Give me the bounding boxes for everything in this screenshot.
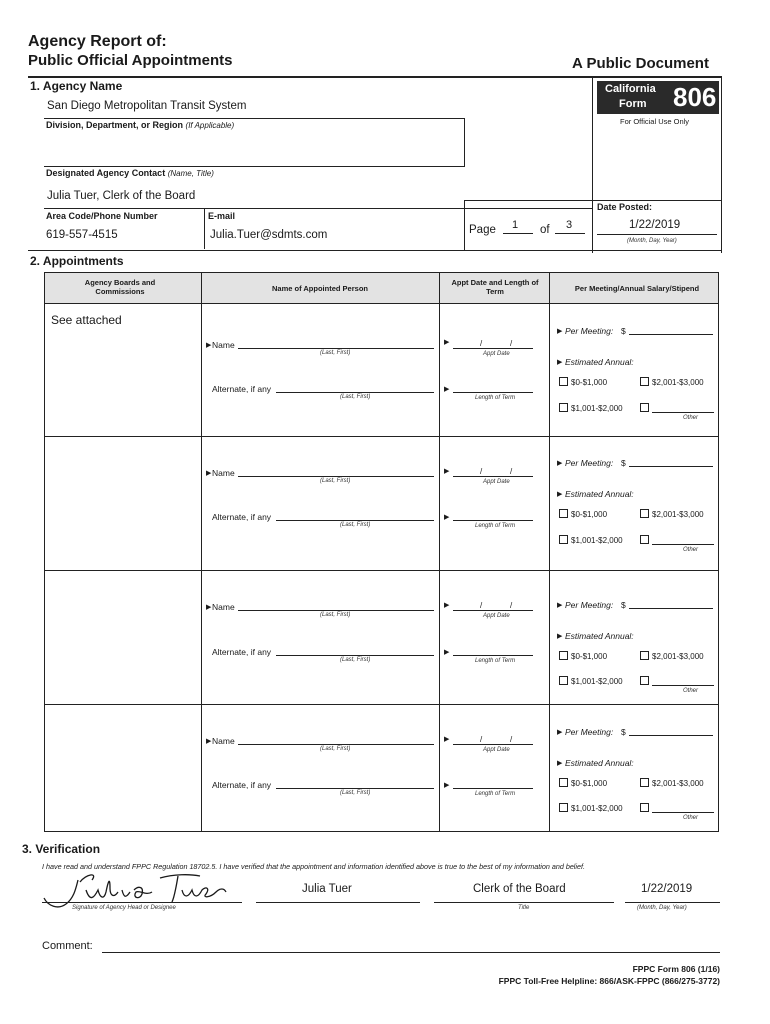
col-header-name: Name of Appointed Person bbox=[272, 284, 368, 293]
last-first-caption-alt: (Last, First) bbox=[340, 657, 371, 663]
alternate-label: Alternate, if any bbox=[212, 647, 272, 657]
alternate-line[interactable] bbox=[276, 392, 434, 393]
opt-1001-2000-label: $1,001-$2,000 bbox=[571, 404, 623, 413]
last-first-caption-alt: (Last, First) bbox=[340, 790, 371, 796]
checkbox-0-1000[interactable] bbox=[559, 778, 568, 787]
arrow-icon: ▶ bbox=[444, 602, 450, 609]
frame-right-divider bbox=[592, 77, 593, 253]
arrow-icon: ▶ bbox=[444, 468, 450, 475]
checkbox-other[interactable] bbox=[640, 676, 649, 685]
contact-value: Julia Tuer, Clerk of the Board bbox=[47, 190, 196, 202]
alternate-label: Alternate, if any bbox=[212, 780, 272, 790]
arrow-icon: ▶ bbox=[557, 633, 563, 640]
last-first-caption: (Last, First) bbox=[320, 612, 351, 618]
est-annual-label: Estimated Annual: bbox=[565, 489, 634, 499]
phone-email-divider bbox=[204, 209, 205, 249]
arrow-icon: ▶ bbox=[557, 460, 563, 467]
date-value: 1/22/2019 bbox=[641, 883, 693, 895]
checkbox-1001-2000[interactable] bbox=[559, 535, 568, 544]
appt-date-caption: Appt Date bbox=[483, 479, 510, 485]
arrow-icon: ▶ bbox=[444, 339, 450, 346]
phone-value: 619-557-4515 bbox=[46, 229, 118, 241]
per-meeting-line[interactable] bbox=[629, 735, 713, 736]
checkbox-1001-2000[interactable] bbox=[559, 676, 568, 685]
frame-top bbox=[28, 76, 722, 78]
checkbox-2001-3000[interactable] bbox=[640, 509, 649, 518]
other-caption: Other bbox=[683, 415, 699, 421]
arrow-icon: ▶ bbox=[444, 649, 450, 656]
date-line[interactable] bbox=[625, 902, 720, 903]
date-posted-label: Date Posted: bbox=[597, 202, 653, 212]
arrow-icon: ▶ bbox=[206, 342, 212, 349]
arrow-icon: ▶ bbox=[557, 760, 563, 767]
contact-field bbox=[46, 168, 214, 178]
title-line-1: Agency Report of: bbox=[28, 33, 167, 50]
dollar-sign: $ bbox=[621, 458, 626, 468]
division-note: (If Applicable) bbox=[185, 121, 235, 130]
name-label: Name bbox=[212, 468, 235, 478]
appt-date-line[interactable] bbox=[453, 348, 533, 349]
table-bottom bbox=[44, 831, 719, 832]
appt-date-caption: Appt Date bbox=[483, 747, 510, 753]
name-label: Name bbox=[212, 340, 235, 350]
opt-2001-3000-label: $2,001-$3,000 bbox=[652, 378, 704, 387]
phone-label: Area Code/Phone Number bbox=[46, 211, 158, 221]
last-first-caption-alt: (Last, First) bbox=[340, 522, 371, 528]
checkbox-1001-2000[interactable] bbox=[559, 403, 568, 412]
agency-name-underline bbox=[44, 118, 464, 119]
est-annual-label: Estimated Annual: bbox=[565, 631, 634, 641]
public-document-label: A Public Document bbox=[572, 55, 709, 72]
per-meeting-label: Per Meeting: bbox=[565, 326, 614, 336]
other-line[interactable] bbox=[652, 685, 714, 686]
signature-line[interactable] bbox=[42, 902, 242, 903]
see-attached-text: See attached bbox=[51, 313, 122, 327]
per-meeting-label: Per Meeting: bbox=[565, 727, 614, 737]
appointment-row bbox=[0, 304, 770, 436]
appointment-row bbox=[0, 570, 770, 704]
other-caption: Other bbox=[683, 688, 699, 694]
opt-0-1000-label: $0-$1,000 bbox=[571, 652, 608, 661]
page-box-top bbox=[464, 200, 592, 201]
opt-0-1000-label: $0-$1,000 bbox=[571, 378, 608, 387]
opt-2001-3000-label: $2,001-$3,000 bbox=[652, 779, 704, 788]
date-slash: / bbox=[480, 601, 483, 610]
badge-state: California bbox=[605, 83, 656, 95]
division-box-right bbox=[464, 118, 465, 166]
division-field bbox=[46, 120, 234, 130]
date-slash: / bbox=[510, 601, 513, 610]
title-caption: Title bbox=[518, 905, 530, 911]
checkbox-2001-3000[interactable] bbox=[640, 377, 649, 386]
appointment-row bbox=[0, 436, 770, 570]
other-caption: Other bbox=[683, 547, 699, 553]
arrow-icon: ▶ bbox=[206, 470, 212, 477]
section1-heading: 1. Agency Name bbox=[30, 79, 123, 93]
per-meeting-line[interactable] bbox=[629, 466, 713, 467]
page-label: Page bbox=[469, 224, 496, 236]
title-value: Clerk of the Board bbox=[473, 883, 566, 895]
arrow-icon: ▶ bbox=[206, 604, 212, 611]
alternate-label: Alternate, if any bbox=[212, 384, 272, 394]
arrow-icon: ▶ bbox=[557, 491, 563, 498]
contact-note: (Name, Title) bbox=[167, 169, 214, 178]
official-use-label: For Official Use Only bbox=[620, 117, 690, 126]
dollar-sign: $ bbox=[621, 600, 626, 610]
alternate-line[interactable] bbox=[276, 520, 434, 521]
arrow-icon: ▶ bbox=[557, 328, 563, 335]
date-slash: / bbox=[510, 735, 513, 744]
page-number-line bbox=[503, 233, 533, 234]
helpline: FPPC Toll-Free Helpline: 866/ASK-FPPC (866/275-3772) bbox=[498, 976, 720, 986]
arrow-icon: ▶ bbox=[206, 738, 212, 745]
date-slash: / bbox=[480, 339, 483, 348]
section1-bottom-line bbox=[28, 250, 722, 251]
opt-2001-3000-label: $2,001-$3,000 bbox=[652, 652, 704, 661]
comment-line[interactable] bbox=[102, 952, 720, 953]
form-id: FPPC Form 806 (1/16) bbox=[632, 964, 720, 974]
date-caption: (Month, Day, Year) bbox=[637, 905, 687, 911]
page-total-line bbox=[555, 233, 585, 234]
signature-caption: Signature of Agency Head or Designee bbox=[72, 905, 176, 911]
term-length-caption: Length of Term bbox=[475, 791, 516, 797]
name-line[interactable] bbox=[238, 476, 434, 477]
contact-underline bbox=[44, 208, 592, 209]
last-first-caption-alt: (Last, First) bbox=[340, 394, 371, 400]
page-number: 1 bbox=[512, 219, 519, 231]
page-box-left bbox=[464, 200, 465, 250]
term-length-line[interactable] bbox=[453, 655, 533, 656]
other-line[interactable] bbox=[652, 544, 714, 545]
name-label: Name bbox=[212, 736, 235, 746]
per-meeting-line[interactable] bbox=[629, 608, 713, 609]
checkbox-1001-2000[interactable] bbox=[559, 803, 568, 812]
date-posted-value: 1/22/2019 bbox=[629, 219, 681, 231]
last-first-caption: (Last, First) bbox=[320, 478, 351, 484]
title-line[interactable] bbox=[434, 902, 614, 903]
of-label: of bbox=[540, 224, 550, 236]
col-header-agency: Agency Boards and Commissions bbox=[84, 278, 156, 296]
col-header-salary: Per Meeting/Annual Salary/Stipend bbox=[574, 284, 700, 293]
appt-date-line[interactable] bbox=[453, 744, 533, 745]
term-length-caption: Length of Term bbox=[475, 523, 516, 529]
alternate-line[interactable] bbox=[276, 655, 434, 656]
form-badge bbox=[597, 81, 719, 114]
section3-heading: 3. Verification bbox=[22, 842, 101, 856]
checkbox-2001-3000[interactable] bbox=[640, 778, 649, 787]
appt-date-line[interactable] bbox=[453, 476, 533, 477]
division-underline bbox=[44, 166, 465, 167]
term-length-line[interactable] bbox=[453, 788, 533, 789]
arrow-icon: ▶ bbox=[444, 386, 450, 393]
verification-statement: I have read and understand FPPC Regulation 18702.5. I have verified that the appointment and information identified above is true to the best of my information and belief. bbox=[42, 862, 585, 871]
arrow-icon: ▶ bbox=[557, 602, 563, 609]
date-slash: / bbox=[510, 467, 513, 476]
est-annual-label: Estimated Annual: bbox=[565, 758, 634, 768]
opt-2001-3000-label: $2,001-$3,000 bbox=[652, 510, 704, 519]
name-label: Name bbox=[212, 602, 235, 612]
date-slash: / bbox=[480, 467, 483, 476]
per-meeting-line[interactable] bbox=[629, 334, 713, 335]
date-format-caption: (Month, Day, Year) bbox=[627, 238, 677, 244]
page-total: 3 bbox=[566, 219, 573, 231]
print-name-line[interactable] bbox=[256, 902, 420, 903]
email-label: E-mail bbox=[208, 211, 236, 221]
date-slash: / bbox=[510, 339, 513, 348]
frame-right-edge bbox=[721, 77, 722, 253]
arrow-icon: ▶ bbox=[557, 359, 563, 366]
per-meeting-label: Per Meeting: bbox=[565, 600, 614, 610]
term-length-caption: Length of Term bbox=[475, 658, 516, 664]
term-length-caption: Length of Term bbox=[475, 395, 516, 401]
name-line[interactable] bbox=[238, 610, 434, 611]
arrow-icon: ▶ bbox=[557, 729, 563, 736]
appt-date-caption: Appt Date bbox=[483, 613, 510, 619]
badge-number: 806 bbox=[673, 82, 717, 112]
name-line[interactable] bbox=[238, 744, 434, 745]
date-slash: / bbox=[480, 735, 483, 744]
opt-0-1000-label: $0-$1,000 bbox=[571, 779, 608, 788]
title-line-2: Public Official Appointments bbox=[28, 52, 233, 69]
date-posted-line bbox=[597, 234, 717, 235]
appt-date-line[interactable] bbox=[453, 610, 533, 611]
per-meeting-label: Per Meeting: bbox=[565, 458, 614, 468]
checkbox-0-1000[interactable] bbox=[559, 651, 568, 660]
checkbox-other[interactable] bbox=[640, 535, 649, 544]
est-annual-label: Estimated Annual: bbox=[565, 357, 634, 367]
contact-label: Designated Agency Contact bbox=[46, 168, 166, 178]
term-length-line[interactable] bbox=[453, 392, 533, 393]
other-line[interactable] bbox=[652, 412, 714, 413]
other-line[interactable] bbox=[652, 812, 714, 813]
opt-0-1000-label: $0-$1,000 bbox=[571, 510, 608, 519]
term-length-line[interactable] bbox=[453, 520, 533, 521]
checkbox-0-1000[interactable] bbox=[559, 509, 568, 518]
date-box-top bbox=[592, 200, 722, 201]
arrow-icon: ▶ bbox=[444, 782, 450, 789]
other-caption: Other bbox=[683, 815, 699, 821]
name-line[interactable] bbox=[238, 348, 434, 349]
alternate-label: Alternate, if any bbox=[212, 512, 272, 522]
badge-form: Form bbox=[619, 98, 647, 110]
opt-1001-2000-label: $1,001-$2,000 bbox=[571, 536, 623, 545]
checkbox-0-1000[interactable] bbox=[559, 377, 568, 386]
appt-date-caption: Appt Date bbox=[483, 351, 510, 357]
checkbox-other[interactable] bbox=[640, 403, 649, 412]
dollar-sign: $ bbox=[621, 326, 626, 336]
checkbox-2001-3000[interactable] bbox=[640, 651, 649, 660]
section2-heading: 2. Appointments bbox=[30, 254, 124, 268]
dollar-sign: $ bbox=[621, 727, 626, 737]
checkbox-other[interactable] bbox=[640, 803, 649, 812]
col-header-date: Appt Date and Length of Term bbox=[451, 278, 539, 296]
print-name-value: Julia Tuer bbox=[302, 883, 352, 895]
last-first-caption: (Last, First) bbox=[320, 746, 351, 752]
last-first-caption: (Last, First) bbox=[320, 350, 351, 356]
arrow-icon: ▶ bbox=[444, 514, 450, 521]
opt-1001-2000-label: $1,001-$2,000 bbox=[571, 804, 623, 813]
arrow-icon: ▶ bbox=[444, 736, 450, 743]
comment-label: Comment: bbox=[42, 940, 93, 952]
opt-1001-2000-label: $1,001-$2,000 bbox=[571, 677, 623, 686]
appointment-row bbox=[0, 704, 770, 831]
alternate-line[interactable] bbox=[276, 788, 434, 789]
email-value: Julia.Tuer@sdmts.com bbox=[210, 229, 328, 241]
agency-name-value: San Diego Metropolitan Transit System bbox=[47, 100, 247, 112]
division-label: Division, Department, or Region bbox=[46, 120, 184, 130]
